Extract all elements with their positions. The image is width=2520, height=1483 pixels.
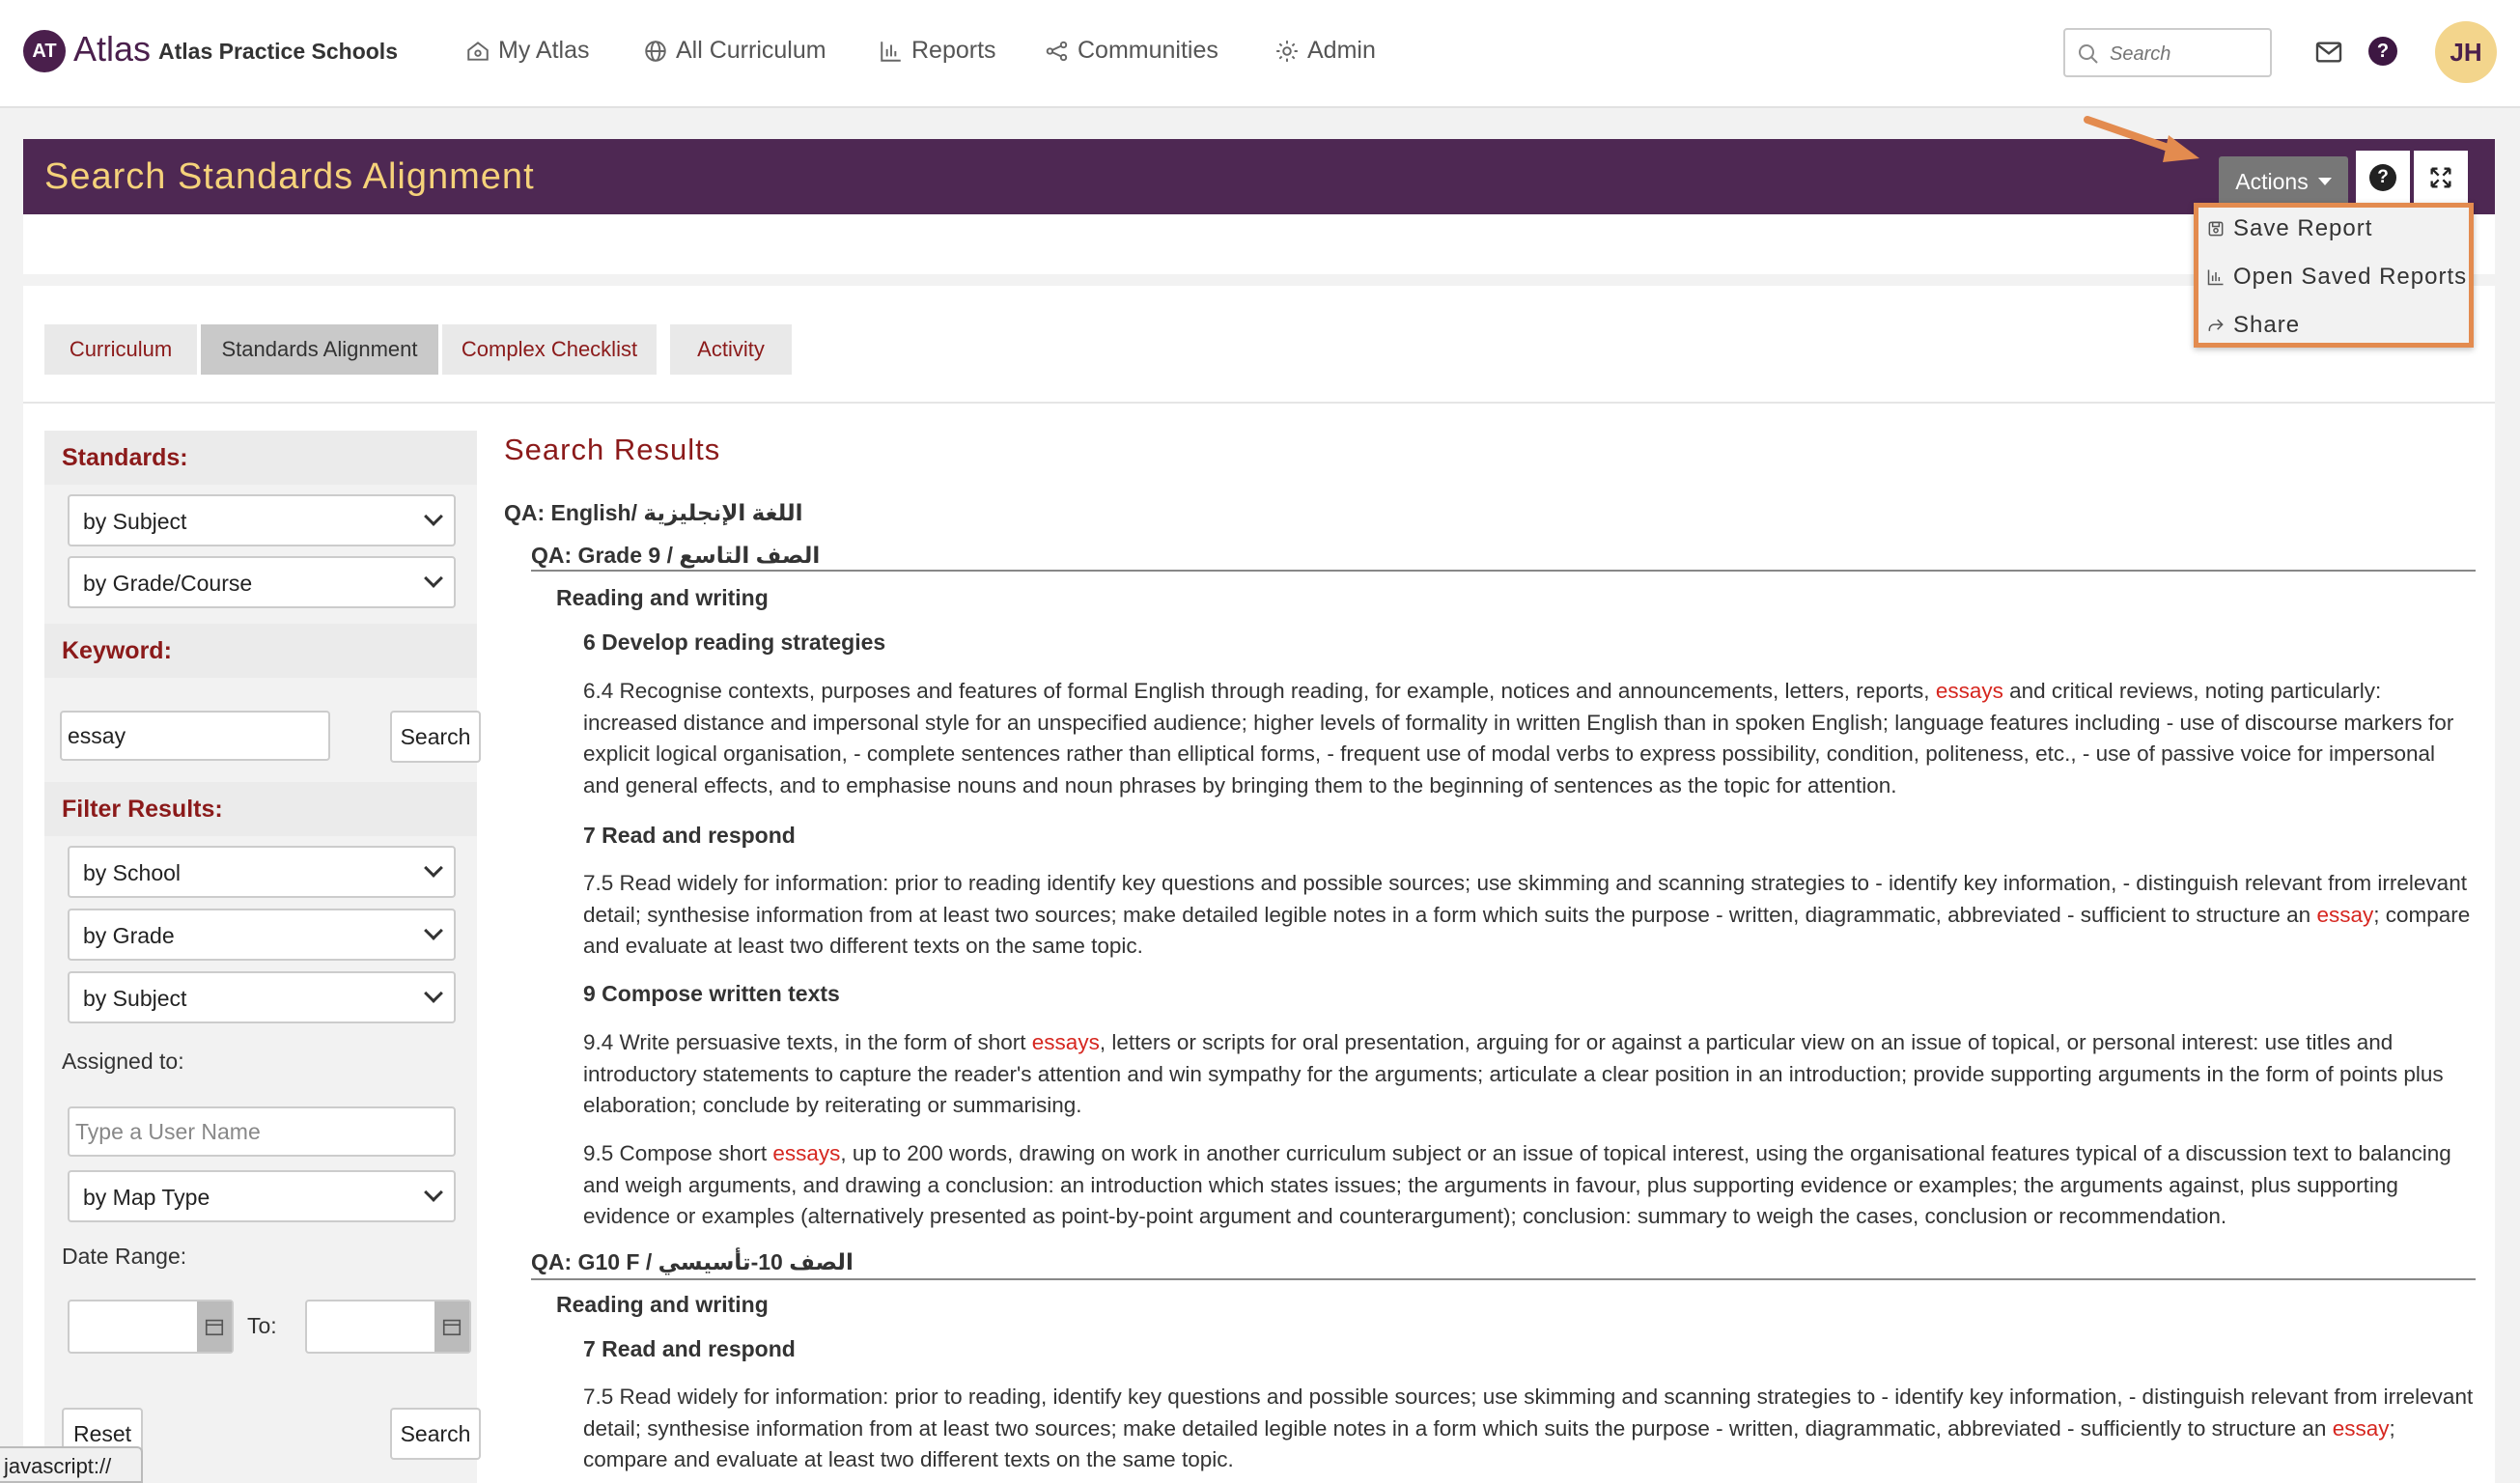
menu-item-save-report[interactable] xyxy=(2206,215,2372,242)
nav-admin[interactable] xyxy=(1274,37,1376,65)
keyword-highlight: essay xyxy=(2316,902,2374,927)
standard-text: 6.4 Recognise contexts, purposes and features of formal English through reading, for example, notices and announcements, letters, reports, xyxy=(583,679,1930,703)
result-grade-10: QA: G10 F / الصف 10-تأسيسي xyxy=(531,1249,854,1274)
date-from-field[interactable] xyxy=(68,1300,234,1354)
save-icon xyxy=(2206,219,2226,238)
result-standard-9-4[interactable] xyxy=(583,1027,2476,1122)
result-standard-7-5[interactable] xyxy=(583,868,2476,963)
global-search-input[interactable] xyxy=(2110,40,2264,69)
nav-reports-label: Reports xyxy=(911,37,996,64)
user-avatar[interactable]: JH xyxy=(2435,21,2497,83)
date-range-label: Date Range: xyxy=(62,1244,187,1269)
filter-results-heading: Filter Results: xyxy=(44,782,477,836)
nav-my-atlas-label: My Atlas xyxy=(498,37,590,64)
result-standard-heading: 7 Read and respond xyxy=(583,823,796,848)
page-help-button[interactable] xyxy=(2356,151,2410,205)
menu-item-open-saved-reports[interactable] xyxy=(2206,264,2467,291)
home-icon xyxy=(465,39,490,64)
calendar-icon[interactable] xyxy=(197,1301,232,1352)
actions-dropdown-menu xyxy=(2194,203,2474,348)
filter-grade-value: by Grade xyxy=(83,923,175,948)
filter-grade-select[interactable] xyxy=(68,909,456,961)
chevron-down-icon xyxy=(424,984,443,1003)
standards-heading: Standards: xyxy=(44,431,477,485)
nav-reports[interactable] xyxy=(879,37,996,65)
menu-item-label: Open Saved Reports xyxy=(2233,264,2468,290)
gear-icon xyxy=(1274,39,1300,64)
filter-subject-select[interactable] xyxy=(68,971,456,1023)
atlas-logo-text[interactable]: Atlas xyxy=(73,29,152,69)
bar-chart-icon xyxy=(879,39,904,64)
result-standard-7-5-g10[interactable] xyxy=(583,1382,2476,1476)
question-circle-icon: ? xyxy=(2369,164,2396,191)
standard-text: ; compare and evaluate at least two different texts on the same topic. xyxy=(583,902,2471,958)
standard-text: ; compare and evaluate at least two different texts on the same topic. xyxy=(583,1415,2395,1471)
standards-subject-value: by Subject xyxy=(83,509,187,534)
main-panel xyxy=(23,286,2495,1483)
map-type-value: by Map Type xyxy=(83,1185,210,1210)
global-search[interactable] xyxy=(2063,28,2272,77)
reset-button[interactable]: Reset xyxy=(62,1408,143,1460)
fullscreen-button[interactable] xyxy=(2414,151,2468,205)
expand-icon xyxy=(2427,164,2454,191)
standard-text: 9.4 Write persuasive texts, in the form of short xyxy=(583,1030,1026,1054)
network-icon xyxy=(1045,39,1070,64)
chevron-down-icon xyxy=(424,507,443,526)
standards-grade-value: by Grade/Course xyxy=(83,571,253,596)
search-results-title: Search Results xyxy=(504,433,721,466)
keyword-highlight: essay xyxy=(2332,1415,2390,1441)
tab-standards-alignment[interactable]: Standards Alignment xyxy=(201,324,438,375)
result-standard-6-4[interactable] xyxy=(583,676,2476,801)
bar-chart-icon xyxy=(2206,267,2226,287)
grade-divider xyxy=(531,1278,2476,1280)
keyword-highlight: essays xyxy=(1031,1030,1100,1054)
browser-status-bar: javascript:// xyxy=(0,1446,143,1483)
result-standard-heading: 6 Develop reading strategies xyxy=(583,630,886,655)
grade-divider xyxy=(531,570,2476,572)
nav-my-atlas[interactable] xyxy=(465,37,589,65)
actions-button[interactable] xyxy=(2219,156,2348,207)
chevron-down-icon xyxy=(424,858,443,878)
filter-subject-value: by Subject xyxy=(83,986,187,1011)
sidebar-search-button[interactable]: Search xyxy=(390,1408,481,1460)
keyword-highlight: essays xyxy=(772,1141,841,1165)
keyword-highlight: essays xyxy=(1935,679,2003,703)
menu-item-label: Save Report xyxy=(2233,215,2373,241)
standard-text: 9.5 Compose short xyxy=(583,1141,768,1165)
search-sidebar xyxy=(44,431,477,1483)
keyword-search-button[interactable]: Search xyxy=(390,711,481,763)
header-subbar xyxy=(23,214,2495,274)
result-standard-9-5[interactable] xyxy=(583,1138,2476,1233)
globe-icon xyxy=(643,39,668,64)
date-to-field[interactable] xyxy=(305,1300,471,1354)
result-standard-heading: 9 Compose written texts xyxy=(583,981,840,1006)
standards-grade-select[interactable] xyxy=(68,556,456,608)
standard-text: 7.5 Read widely for information: prior to reading identify key questions and possible sources; use skimming and scanning strategies to - identify key information, - distinguish relevant from irrelevant detail; synthesise information from at least two sources; make detailed legible notes in a form which suits the purpose - written, diagrammatic, abbreviated - sufficient to structure an xyxy=(583,871,2467,927)
menu-item-share[interactable] xyxy=(2206,312,2300,339)
callout-arrow-icon xyxy=(2076,106,2211,164)
nav-communities[interactable] xyxy=(1045,37,1218,65)
result-strand: Reading and writing xyxy=(556,585,769,610)
standard-text: , letters or scripts for oral presentation, arguing for or against a particular view on an issue of topical, or personal interest: use titles and introductory statements to capture the reader's attention and win sympathy for the arguments; articulate a clear position in an introduction; provide supporting arguments in the form of points plus elaboration; conclude by reiterating or summarising. xyxy=(583,1030,2444,1117)
chevron-down-icon xyxy=(424,569,443,588)
search-icon xyxy=(2077,42,2100,66)
keyword-heading: Keyword: xyxy=(44,624,477,678)
share-icon xyxy=(2206,316,2226,335)
menu-item-label: Share xyxy=(2233,312,2301,338)
caret-down-icon xyxy=(2318,178,2332,185)
page-title: Search Standards Alignment xyxy=(44,156,535,197)
assigned-to-label: Assigned to: xyxy=(62,1049,184,1074)
actions-button-label: Actions xyxy=(2235,168,2309,194)
standard-text: 7.5 Read widely for information: prior to reading, identify key questions and possible sources; use skimming and scanning strategies to - identify key information, - distinguish relevant from irrelevant detail; synthesise information from at least two sources; make detailed legible notes in a form which suits the purpose - written, diagrammatic, abbreviated - sufficiently to structure an xyxy=(583,1385,2474,1441)
tab-complex-checklist[interactable]: Complex Checklist xyxy=(442,324,657,375)
atlas-logo-badge[interactable]: AT xyxy=(23,30,66,72)
keyword-input[interactable] xyxy=(60,711,330,761)
tab-activity[interactable]: Activity xyxy=(670,324,792,375)
chevron-down-icon xyxy=(424,921,443,940)
nav-all-curriculum-label: All Curriculum xyxy=(676,37,826,64)
standard-text: and critical reviews, noting particularly: increased distance and impersonal style for an unspecified audience; higher levels of formality in written English than in spoken English; language features including - use of discourse markers for explicit logical organisation, - complete sentences rather than elliptical forms, - frequent use of modal verbs to express possibility, condition, politeness, etc., - use of passive voice for impersonal and general effects, and to emphasise nouns and noun phrases by bringing them to the beginning of sentences as the topic for attention. xyxy=(583,679,2454,797)
standard-text: , up to 200 words, drawing on work in another curriculum subject or an issue of topical interest, using the organisational features typical of a discussion text to balancing and weigh arguments, and drawing a conclusion: an introduction which states issues; the arguments in favour, plus supporting evidence or examples; the arguments against, plus supporting evidence or examples (alternatively presented as point-by-point argument and counterargument); conclusion: summary to weigh the cases, conclusion or recommendation. xyxy=(583,1141,2451,1228)
result-grade-9: QA: Grade 9 / الصف التاسع xyxy=(531,543,821,568)
top-navigation-bar xyxy=(0,0,2520,108)
help-icon[interactable]: ? xyxy=(2368,37,2397,66)
filter-school-select[interactable] xyxy=(68,846,456,898)
result-standard-heading: 7 Read and respond xyxy=(583,1336,796,1361)
school-name: Atlas Practice Schools xyxy=(158,39,398,64)
tab-divider xyxy=(23,402,2495,404)
date-to-label: To: xyxy=(247,1313,277,1338)
nav-communities-label: Communities xyxy=(1078,37,1218,64)
nav-all-curriculum[interactable] xyxy=(643,37,826,65)
standards-subject-select[interactable] xyxy=(68,494,456,546)
map-type-select[interactable] xyxy=(68,1170,456,1222)
result-strand: Reading and writing xyxy=(556,1292,769,1317)
tab-curriculum[interactable]: Curriculum xyxy=(44,324,197,375)
filter-school-value: by School xyxy=(83,860,182,885)
chevron-down-icon xyxy=(424,1183,443,1202)
calendar-icon[interactable] xyxy=(434,1301,469,1352)
mail-icon[interactable] xyxy=(2313,37,2344,68)
assigned-user-input[interactable] xyxy=(68,1106,456,1157)
result-subject: QA: English/ اللغة الإنجليزية xyxy=(504,500,803,525)
nav-admin-label: Admin xyxy=(1307,37,1376,64)
